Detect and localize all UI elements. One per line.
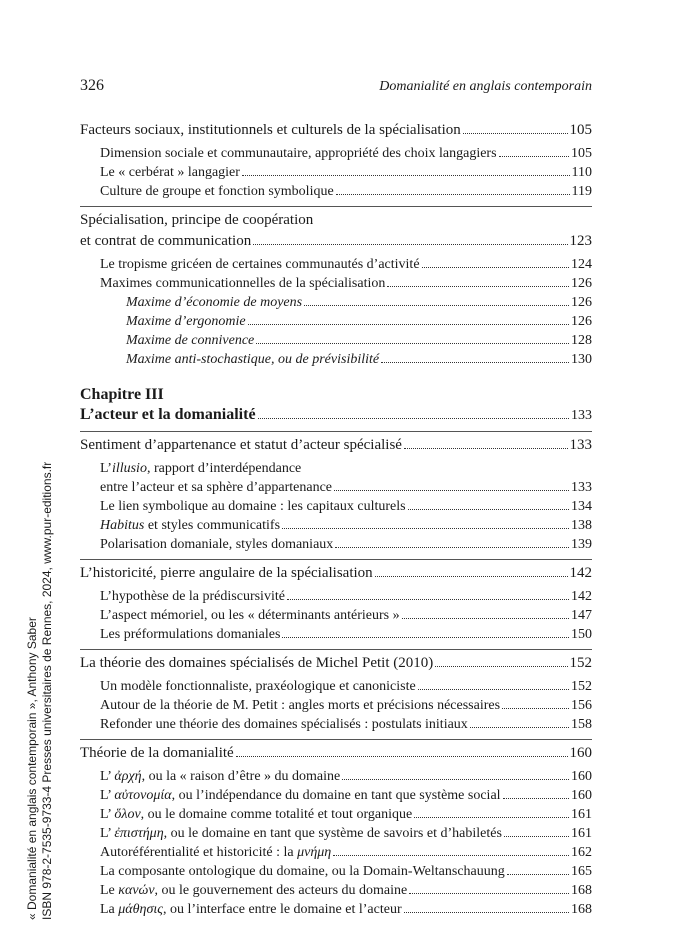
toc-label: La μάθησις, ou l’interface entre le domaine et l’acteur: [100, 902, 402, 917]
toc-page: 160: [569, 745, 592, 761]
toc-page: 142: [569, 565, 592, 581]
toc-section[interactable]: [80, 653, 592, 674]
toc-subentry[interactable]: [80, 331, 592, 350]
dot-leader: [236, 756, 568, 757]
toc-entry[interactable]: [80, 881, 592, 900]
toc-label: Un modèle fonctionnaliste, praxéologique et canoniciste: [100, 679, 416, 694]
toc-entry[interactable]: [80, 767, 592, 786]
toc-page: 133: [569, 437, 592, 453]
toc-label: L’hypothèse de la prédiscursivité: [100, 589, 285, 604]
toc-page: 158: [571, 717, 592, 732]
dot-leader: [282, 637, 569, 638]
dot-leader: [342, 779, 569, 780]
toc-page: 130: [571, 352, 592, 367]
toc-subentry[interactable]: [80, 293, 592, 312]
toc-page: 161: [571, 807, 592, 822]
toc-entry[interactable]: [80, 677, 592, 696]
toc-label: L’ ἐπιστήμη, ou le domaine en tant que système de savoirs et d’habiletés: [100, 826, 502, 841]
toc-entry[interactable]: [80, 255, 592, 274]
toc-label: Dimension sociale et communautaire, appropriété des choix langagiers: [100, 146, 497, 161]
toc-page: 128: [571, 333, 592, 348]
toc-entry[interactable]: [80, 182, 592, 201]
toc-entry[interactable]: [80, 497, 592, 516]
toc-page: 152: [569, 655, 592, 671]
toc-entry[interactable]: [80, 163, 592, 182]
toc-entry[interactable]: [80, 516, 592, 535]
toc-page: 126: [571, 314, 592, 329]
toc-page: 160: [571, 769, 592, 784]
toc-label: Le lien symbolique au domaine : les capitaux culturels: [100, 499, 406, 514]
toc-label: Facteurs sociaux, institutionnels et culturels de la spécialisation: [80, 122, 461, 138]
toc-section[interactable]: [80, 120, 592, 141]
dot-leader: [282, 528, 569, 529]
toc-label: Culture de groupe et fonction symbolique: [100, 184, 334, 199]
toc-label: Le κανών, ou le gouvernement des acteurs du domaine: [100, 883, 408, 898]
toc-label: Maxime anti-stochastique, ou de prévisibilité: [126, 352, 380, 367]
toc-label: Maximes communicationnelles de la spécialisation: [100, 276, 386, 291]
dot-leader: [404, 912, 569, 913]
toc-page: 126: [571, 295, 592, 310]
toc-entry[interactable]: [80, 696, 592, 715]
chapter-title[interactable]: [80, 405, 592, 426]
dot-leader: [336, 194, 570, 195]
toc-label: Refonder une théorie des domaines spécialisés : postulats initiaux: [100, 717, 468, 732]
toc-entry[interactable]: [80, 843, 592, 862]
dot-leader: [381, 362, 569, 363]
dot-leader: [408, 509, 569, 510]
toc-entry[interactable]: [80, 144, 592, 163]
toc-subentry[interactable]: [80, 350, 592, 369]
dot-leader: [253, 244, 567, 245]
toc-label: Maxime de connivence: [126, 333, 255, 348]
toc-label: Le « cerbérat » langagier: [100, 165, 240, 180]
toc-page: 110: [571, 165, 592, 180]
toc-label: Maxime d’ergonomie: [126, 314, 246, 329]
toc-section[interactable]: [80, 231, 592, 252]
dot-leader: [502, 708, 569, 709]
toc-label: L’historicité, pierre angulaire de la spécialisation: [80, 565, 373, 581]
toc-label: Les préformulations domaniales: [100, 627, 281, 642]
toc-page: 165: [571, 864, 592, 879]
toc-page: 105: [571, 146, 592, 161]
toc-page: 133: [571, 408, 592, 423]
dot-leader: [504, 836, 569, 837]
toc-page: 123: [569, 233, 592, 249]
dot-leader: [418, 689, 569, 690]
toc-label: Maxime d’économie de moyens: [126, 295, 303, 310]
toc-label: Autoréférentialité et historicité : la μνήμη: [100, 845, 332, 860]
dot-leader: [333, 855, 569, 856]
dot-leader: [503, 798, 569, 799]
dot-leader: [414, 817, 569, 818]
toc-label: L’ ὅλον, ou le domaine comme totalité et tout organique: [100, 807, 413, 822]
dot-leader: [422, 267, 569, 268]
toc-label: Sentiment d’appartenance et statut d’acteur spécialisé: [80, 437, 402, 453]
toc-page: 142: [571, 589, 592, 604]
dot-leader: [258, 418, 569, 419]
toc-page: 119: [571, 184, 592, 199]
dot-leader: [499, 156, 569, 157]
toc-entry-line: L’illusio, rapport d’interdépendance: [100, 461, 302, 476]
toc-label: L’ ἀρχή, ou la « raison d’être » du domaine: [100, 769, 341, 784]
dot-leader: [304, 305, 569, 306]
dot-leader: [463, 133, 568, 134]
page-number: 326: [80, 77, 104, 94]
toc-page: 147: [571, 608, 592, 623]
toc-page: 162: [571, 845, 592, 860]
toc-label: Polarisation domaniale, styles domaniaux: [100, 537, 334, 552]
toc-label: La composante ontologique du domaine, ou la Domain-Weltanschauung: [100, 864, 505, 879]
toc-entry[interactable]: [80, 606, 592, 625]
toc-entry[interactable]: [80, 786, 592, 805]
dot-leader: [375, 576, 568, 577]
dot-leader: [435, 666, 567, 667]
dot-leader: [507, 874, 569, 875]
page-header: [80, 77, 592, 97]
toc-label: entre l’acteur et sa sphère d’appartenance: [100, 480, 333, 495]
toc-entry[interactable]: [80, 535, 592, 554]
dot-leader: [335, 547, 569, 548]
side-note: [15, 280, 55, 920]
toc-entry[interactable]: [80, 587, 592, 606]
toc-label: Autour de la théorie de M. Petit : angles morts et précisions nécessaires: [100, 698, 501, 713]
toc-entry[interactable]: [80, 625, 592, 644]
toc-subentry[interactable]: [80, 312, 592, 331]
toc-entry[interactable]: [80, 715, 592, 734]
toc-page: 168: [571, 883, 592, 898]
toc-label: L’acteur et la domanialité: [80, 406, 256, 423]
dot-leader: [470, 727, 569, 728]
toc-page: 152: [571, 679, 592, 694]
toc-label: Le tropisme gricéen de certaines communautés d’activité: [100, 257, 420, 272]
toc-entry[interactable]: [80, 900, 592, 919]
toc-page: 133: [571, 480, 592, 495]
toc-page: 105: [569, 122, 592, 138]
toc-section[interactable]: [80, 743, 592, 764]
toc-label: La théorie des domaines spécialisés de Michel Petit (2010): [80, 655, 434, 671]
dot-leader: [404, 448, 568, 449]
toc-label: et contrat de communication: [80, 233, 252, 249]
toc-section[interactable]: [80, 563, 592, 584]
dot-leader: [387, 286, 569, 287]
toc-section-line: Spécialisation, principe de coopération: [80, 212, 314, 228]
dot-leader: [402, 618, 569, 619]
dot-leader: [287, 599, 569, 600]
toc-page: 150: [571, 627, 592, 642]
dot-leader: [242, 175, 570, 176]
toc-label: Habitus et styles communicatifs: [100, 518, 281, 533]
toc-label: L’ αὐτονομία, ou l’indépendance du domaine en tant que système social: [100, 788, 501, 803]
side-note-line-1: « Domanialité en anglais contemporain », Anthony Saber: [25, 617, 39, 920]
toc-page: 168: [571, 902, 592, 917]
toc-section[interactable]: [80, 435, 592, 456]
toc-label: L’aspect mémoriel, ou les « déterminants antérieurs »: [100, 608, 400, 623]
toc-entry[interactable]: [80, 805, 592, 824]
toc-label: Théorie de la domanialité: [80, 745, 234, 761]
toc-entry[interactable]: [80, 824, 592, 843]
toc-page: 161: [571, 826, 592, 841]
table-of-contents: [80, 120, 592, 919]
toc-page: 124: [571, 257, 592, 272]
toc-entry[interactable]: [80, 478, 592, 497]
toc-entry[interactable]: [80, 862, 592, 881]
toc-entry[interactable]: [80, 274, 592, 293]
toc-page: 139: [571, 537, 592, 552]
side-note-line-2: ISBN 978-2-7535-9733-4 Presses universitaires de Rennes, 2024, www.pur-editions.fr: [40, 461, 54, 920]
dot-leader: [248, 324, 569, 325]
toc-page: 138: [571, 518, 592, 533]
chapter-number: Chapitre III: [80, 386, 164, 403]
running-title: Domanialité en anglais contemporain: [379, 79, 592, 94]
dot-leader: [334, 490, 569, 491]
toc-page: 126: [571, 276, 592, 291]
toc-page: 134: [571, 499, 592, 514]
dot-leader: [409, 893, 569, 894]
dot-leader: [256, 343, 569, 344]
toc-page: 160: [571, 788, 592, 803]
toc-page: 156: [571, 698, 592, 713]
